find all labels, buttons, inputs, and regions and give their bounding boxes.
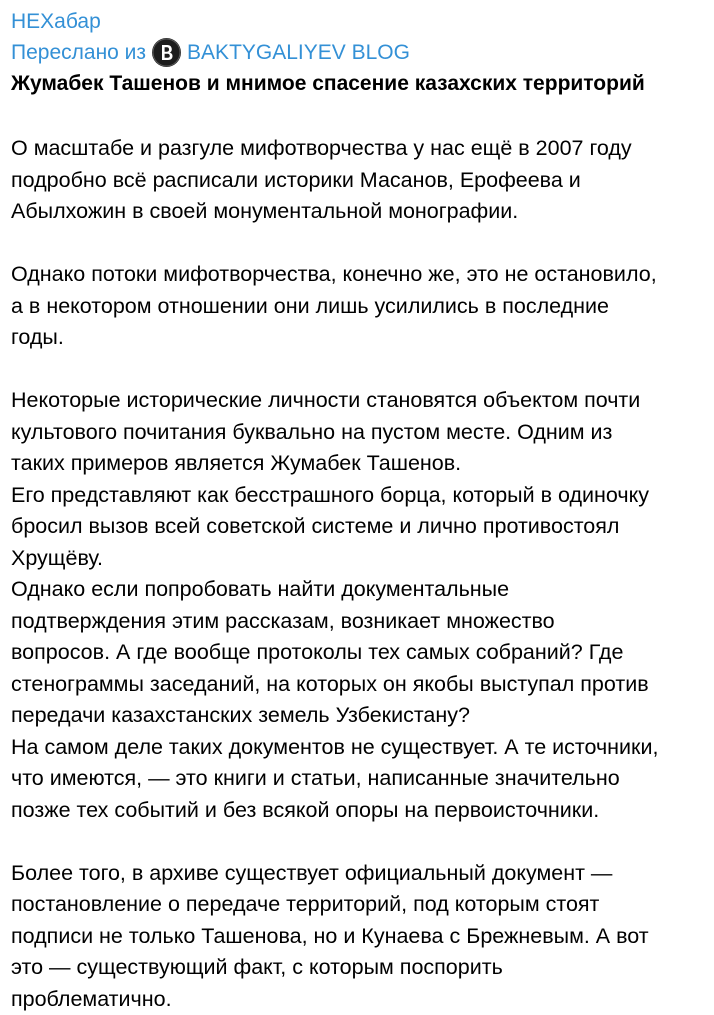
post-paragraph: Однако потоки мифотворчества, конечно же, это не остановило, а в некотором отношении они лишь усилились в последние годы.: [11, 259, 704, 354]
letter-b-avatar-icon[interactable]: [152, 38, 181, 67]
post-body: [11, 133, 704, 1015]
letter-b-glyph-icon: [152, 38, 181, 67]
post-title: Жумабек Ташенов и мнимое спасение казахских территорий: [11, 68, 704, 99]
channel-name-link[interactable]: НЕХабар: [11, 6, 704, 37]
post-paragraph: Более того, в архиве существует официальный документ — постановление о передаче территорий, под которым стоят подписи не только Ташенова, но и Кунаева с Брежневым. А вот это — существующий факт, с которым поспорить проблематично.: [11, 858, 704, 1015]
forwarded-header: [11, 37, 704, 68]
forward-source-link[interactable]: BAKTYGALIYEV BLOG: [187, 37, 410, 68]
post-paragraph: О масштабе и разгуле мифотворчества у нас ещё в 2007 году подробно всё расписали историки Масанов, Ерофеева и Абылхожин в своей монументальной монографии.: [11, 133, 704, 228]
forwarded-label: Переслано из: [11, 37, 146, 68]
post-paragraph: Некоторые исторические личности становятся объектом почти культового почитания буквально на пустом месте. Одним из таких примеров является Жумабек Ташенов. Его представляют как бесстрашного борца, который в одиночку бросил вызов всей советской системе и лично противостоял Хрущёву. Однако если попробовать найти документальные подтверждения этим рассказам, возникает множество вопросов. А где вообще протоколы тех самых собраний? Где стенограммы заседаний, на которых он якобы выступал против передачи казахстанских земель Узбекистану? На самом деле таких документов не существует. А те источники, что имеются, — это книги и статьи, написанные значительно позже тех событий и без всякой опоры на первоисточники.: [11, 385, 704, 826]
